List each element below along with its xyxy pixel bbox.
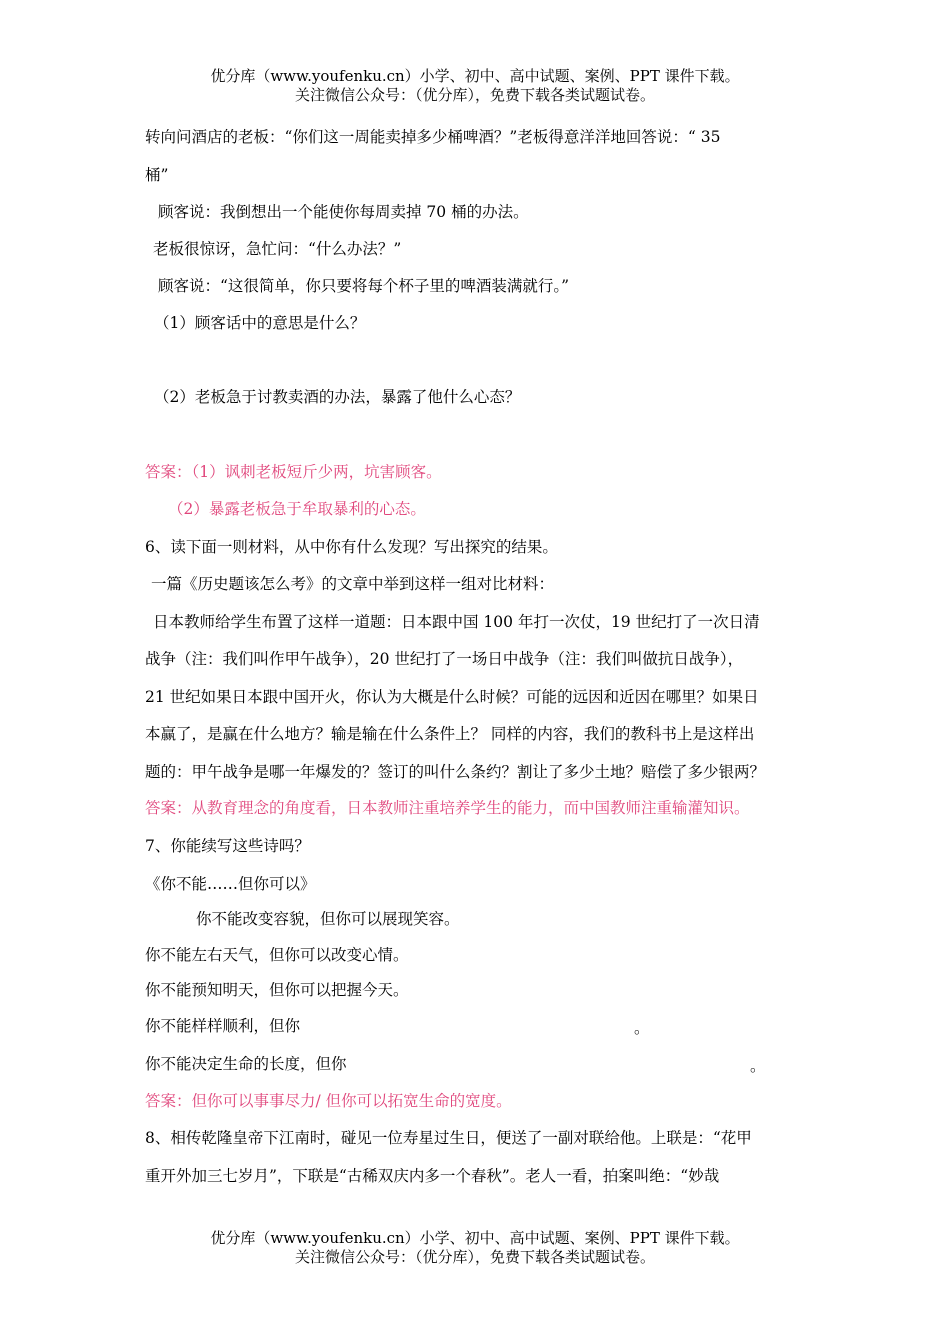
paragraph-line: 题的：甲午战争是哪一年爆发的？签订的叫什么条约？割让了多少土地？赔偿了多少银两？ bbox=[145, 763, 766, 781]
poem-title: 《你不能……但你可以》 bbox=[145, 875, 316, 893]
poem-blank-line: 你不能决定生命的长度，但你 bbox=[145, 1055, 347, 1073]
question-8: 8、相传乾隆皇帝下江南时，碰见一位寿星过生日，便送了一副对联给他。上联是：“花甲 bbox=[145, 1129, 752, 1147]
page-footer bbox=[0, 1229, 950, 1267]
paragraph-line: 本赢了，是赢在什么地方？输是输在什么条件上？ 同样的内容，我们的教科书上是这样出 bbox=[145, 725, 755, 743]
header-line-1: 优分库（www.youfenku.cn）小学、初中、高中试题、案例、PPT 课件下载。 bbox=[210, 67, 740, 85]
question-2: （2）老板急于讨教卖酒的办法，暴露了他什么心态？ bbox=[154, 388, 521, 406]
paragraph-line: 顾客说：“这很简单，你只要将每个杯子里的啤酒装满就行。” bbox=[158, 277, 570, 295]
paragraph-line: 战争（注：我们叫作甲午战争），20 世纪打了一场日中战争（注：我们叫做抗日战争）， bbox=[145, 650, 744, 668]
answer-7: 答案：但你可以事事尽力/ 但你可以拓宽生命的宽度。 bbox=[145, 1092, 512, 1110]
question-6: 6、读下面一则材料，从中你有什么发现？写出探究的结果。 bbox=[145, 538, 558, 556]
footer-line-2: 关注微信公众号：（优分库），免费下载各类试题试卷。 bbox=[294, 1248, 655, 1266]
question-7: 7、你能续写这些诗吗？ bbox=[145, 837, 310, 855]
paragraph-line: 一篇《历史题该怎么考》的文章中举到这样一组对比材料： bbox=[151, 575, 555, 593]
paragraph-line: 21 世纪如果日本跟中国开火，你认为大概是什么时候？可能的远因和近因在哪里？如果日 bbox=[145, 688, 759, 706]
paragraph-line: 桶” bbox=[145, 166, 169, 184]
paragraph-line: 老板很惊讶，急忙问：“什么办法？” bbox=[153, 240, 402, 258]
answer-1: 答案：（1）讽刺老板短斤少两，坑害顾客。 bbox=[145, 463, 442, 481]
poem-line: 你不能预知明天，但你可以把握今天。 bbox=[145, 981, 409, 999]
question-1: （1）顾客话中的意思是什么？ bbox=[154, 314, 366, 332]
paragraph-line: 转向问酒店的老板：“你们这一周能卖掉多少桶啤酒？”老板得意洋洋地回答说：“ 35 bbox=[145, 128, 721, 146]
poem-line: 你不能改变容貌，但你可以展现笑容。 bbox=[196, 910, 460, 928]
answer-2: （2）暴露老板急于牟取暴利的心态。 bbox=[168, 500, 426, 518]
poem-blank-end: 。 bbox=[750, 1057, 766, 1075]
paragraph-line: 重开外加三七岁月”，下联是“古稀双庆内多一个春秋”。老人一看，拍案叫绝：“妙哉 bbox=[145, 1167, 720, 1185]
poem-blank-line: 你不能样样顺利，但你 bbox=[145, 1017, 301, 1035]
paragraph-line: 日本教师给学生布置了这样一道题：日本跟中国 100 年打一次仗，19 世纪打了一次日清 bbox=[153, 613, 760, 631]
poem-blank-end: 。 bbox=[634, 1019, 650, 1037]
page-header bbox=[0, 67, 950, 105]
answer-6: 答案：从教育理念的角度看，日本教师注重培养学生的能力，而中国教师注重输灌知识。 bbox=[145, 799, 750, 817]
header-line-2: 关注微信公众号：（优分库），免费下载各类试题试卷。 bbox=[294, 86, 655, 104]
footer-line-1: 优分库（www.youfenku.cn）小学、初中、高中试题、案例、PPT 课件下载。 bbox=[210, 1229, 740, 1247]
paragraph-line: 顾客说：我倒想出一个能使你每周卖掉 70 桶的办法。 bbox=[158, 203, 529, 221]
poem-line: 你不能左右天气，但你可以改变心情。 bbox=[145, 946, 409, 964]
